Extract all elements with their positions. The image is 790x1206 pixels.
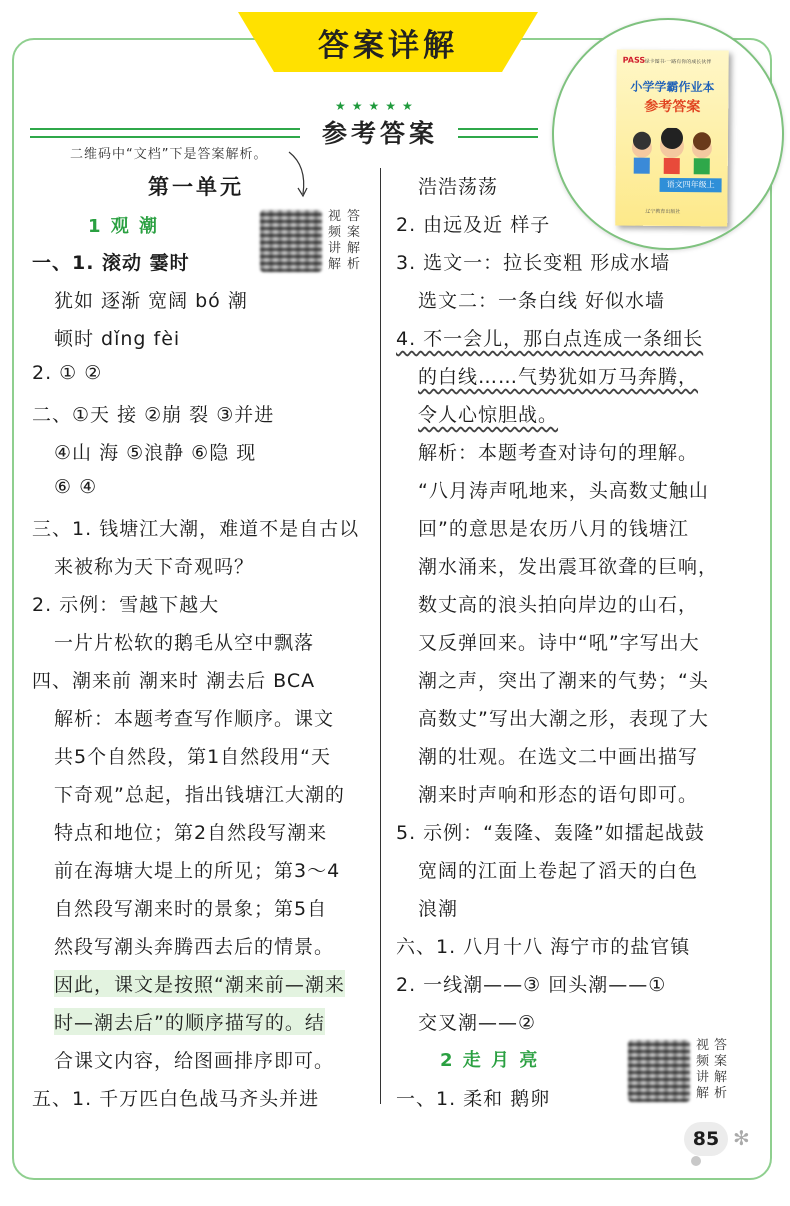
analysis-line: 潮的壮观。在选文二中画出描写 xyxy=(418,746,699,768)
qr-code-icon[interactable] xyxy=(260,210,322,272)
page-number: 85 xyxy=(684,1122,728,1156)
analysis-line: 解析：本题考查对诗句的理解。 xyxy=(418,442,699,464)
analysis-line: 解析：本题考查写作顺序。课文 xyxy=(54,708,335,730)
analysis-line: 特点和地位；第2自然段写潮来 xyxy=(54,822,328,844)
answer-line: 五、1. 千万匹白色战马齐头并进 xyxy=(32,1088,320,1110)
answer-line: 三、1. 钱塘江大潮，难道不是自古以 xyxy=(32,518,360,540)
answer-line: 2. 由远及近 样子 xyxy=(396,214,551,236)
analysis-line: 潮来时声响和形态的语句即可。 xyxy=(418,784,699,806)
answer-line: 来被称为天下奇观吗？ xyxy=(54,556,255,578)
section-title: 参考答案 xyxy=(321,119,438,148)
book-title-answers: 参考答案 xyxy=(644,98,701,116)
analysis-line: “八月涛声吼地来，头高数丈触山 xyxy=(418,480,709,502)
stars-decoration: ★★★★★ xyxy=(335,99,419,113)
analysis-line-highlight: 时—潮去后”的顺序描写的。结 xyxy=(54,1008,325,1035)
answer-line: 六、1. 八月十八 海宁市的盐官镇 xyxy=(396,936,691,958)
book-cover xyxy=(615,50,729,227)
analysis-line: 下奇观”总起，指出钱塘江大潮的 xyxy=(54,784,345,806)
qr-hint: 二维码中“文档”下是答案解析。 xyxy=(70,147,268,162)
analysis-line-highlight: 因此，课文是按照“潮来前—潮来 xyxy=(54,970,345,997)
qr-label-a: 视 频 讲 解 xyxy=(328,209,342,272)
book-brand: PASS xyxy=(622,55,646,65)
qr-label-a: 视 频 讲 解 xyxy=(696,1038,710,1101)
analysis-line: 潮之声，突出了潮来的气势；“头 xyxy=(418,670,709,692)
answer-line: 浩浩荡荡 xyxy=(418,176,499,198)
title-rule-left xyxy=(30,128,300,138)
unit-title: 第一单元 xyxy=(148,175,244,199)
answer-line: 浪潮 xyxy=(418,898,459,920)
analysis-line: 前在海塘大堤上的所见；第3～4 xyxy=(54,860,341,882)
analysis-line: 合课文内容，给图画排序即可。 xyxy=(54,1050,335,1072)
qr-label-b: 答 案 解 析 xyxy=(347,209,361,272)
analysis-line: 潮水涌来，发出震耳欲聋的巨响， xyxy=(418,556,719,578)
answer-line: 3. 选文一：拉长变粗 形成水墙 xyxy=(396,252,671,274)
banner-title: 答案详解 xyxy=(318,27,458,64)
analysis-line: 回”的意思是农历八月的钱塘江 xyxy=(418,518,689,540)
title-rule-right xyxy=(458,128,538,138)
answer-line: 顿时 dǐng fèi xyxy=(54,328,181,350)
hint-arrow-icon xyxy=(285,148,315,200)
book-title: 小学学霸作业本 xyxy=(630,79,715,95)
answer-line: 宽阔的江面上卷起了滔天的白色 xyxy=(418,860,699,882)
answer-line: 5. 示例：“轰隆、轰隆”如擂起战鼓 xyxy=(396,822,705,844)
answer-line: ④山 海 ⑤浪静 ⑥隐 现 xyxy=(54,442,257,464)
answer-line: 一、1. 滚动 霎时 xyxy=(32,252,190,274)
decor-dot xyxy=(691,1156,701,1166)
answer-line: 犹如 逐渐 宽阔 bó 潮 xyxy=(54,290,248,312)
answer-line-underlined: 令人心惊胆战。 xyxy=(418,404,559,426)
cartoon-kids-icon xyxy=(624,128,720,177)
answer-line: 一、1. 柔和 鹅卵 xyxy=(396,1088,551,1110)
column-divider xyxy=(380,168,381,1104)
answer-line: 一片片松软的鹅毛从空中飘落 xyxy=(54,632,315,654)
answer-line-underlined: 的白线……气势犹如万马奔腾， xyxy=(418,366,699,388)
analysis-line: 高数丈”写出大潮之形，表现了大 xyxy=(418,708,709,730)
book-subtitle: 绿卡图书·一路有你的成长伙伴 xyxy=(644,58,712,66)
answer-line: 选文二：一条白线 好似水墙 xyxy=(418,290,666,312)
answer-line: 交叉潮——② xyxy=(418,1012,537,1034)
book-publisher: 辽宁教育出版社 xyxy=(645,208,681,216)
answer-line: ⑥ ④ xyxy=(54,476,98,498)
answer-line: 2. ① ② xyxy=(32,362,103,384)
lesson-title-1: 1 观 潮 xyxy=(88,216,160,237)
analysis-line: 数丈高的浪头拍向岸边的山石， xyxy=(418,594,699,616)
answer-line: 2. 示例：雪越下越大 xyxy=(32,594,220,616)
book-grade: 语文四年级上 xyxy=(660,178,722,193)
book-cover-badge xyxy=(552,18,784,250)
qr-code-icon[interactable] xyxy=(628,1040,690,1102)
answer-line: 2. 一线潮——③ 回头潮——① xyxy=(396,974,667,996)
asterisk-icon: ✻ xyxy=(733,1126,750,1150)
answer-line: 二、①天 接 ②崩 裂 ③并进 xyxy=(32,404,275,426)
lesson-title-2: 2 走 月 亮 xyxy=(440,1050,540,1071)
answer-line-underlined: 4. 不一会儿，那白点连成一条细长 xyxy=(396,328,704,350)
analysis-line: 又反弹回来。诗中“吼”字写出大 xyxy=(418,632,700,654)
analysis-line: 自然段写潮来时的景象；第5自 xyxy=(54,898,328,920)
answer-line: 四、潮来前 潮来时 潮去后 BCA xyxy=(32,670,316,692)
qr-label-b: 答 案 解 析 xyxy=(714,1038,728,1101)
analysis-line: 共5个自然段，第1自然段用“天 xyxy=(54,746,332,768)
analysis-line: 然段写潮头奔腾西去后的情景。 xyxy=(54,936,335,958)
